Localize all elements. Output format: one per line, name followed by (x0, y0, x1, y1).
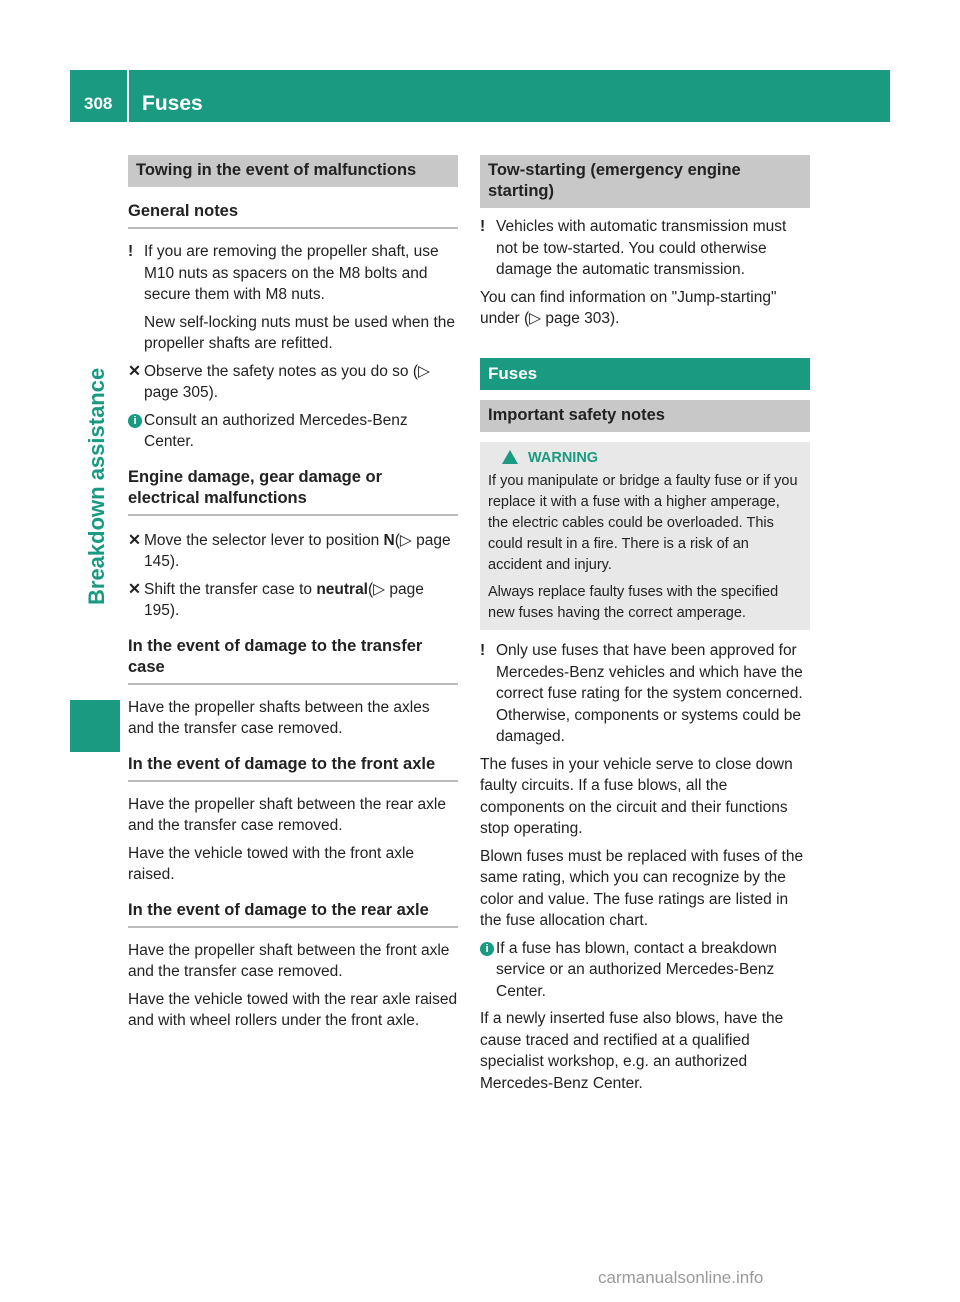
tow-note (480, 216, 810, 281)
side-tab (70, 122, 120, 752)
step-observe (128, 361, 458, 404)
step-x-icon: ✕ (128, 580, 141, 598)
page-ref: (▷ page 145). (144, 531, 451, 570)
step-text: Shift the transfer case to (144, 580, 317, 598)
warning-text-1: If you manipulate or bridge a faulty fuse or if you replace it with a fuse with a higher amperage, the electric cables could be overloaded. This could result in a fire. There is a risk of an accident and injury. (488, 473, 798, 573)
warning-triangle-icon (502, 450, 518, 464)
exclamation-icon: ! (128, 243, 134, 260)
note-propeller (128, 241, 458, 306)
front-text-2: Have the vehicle towed with the front axle raised. (128, 844, 415, 883)
step-x-icon: ✕ (128, 531, 141, 549)
safety-notes-heading: Important safety notes (480, 400, 810, 432)
front-text-1: Have the propeller shaft between the rear axle and the transfer case removed. (128, 795, 446, 834)
step-x-icon: ✕ (128, 362, 141, 380)
note-text: Vehicles with automatic transmission must not be tow-started. You could otherwise damage the automatic transmission. (496, 218, 787, 278)
warning-box (480, 442, 810, 630)
step-text: Move the selector lever to position (144, 531, 384, 549)
fuse-text-1: The fuses in your vehicle serve to close down faulty circuits. If a fuse blows, all the components on the circuit and their functions stop operating. (480, 755, 793, 837)
info-text: If a fuse has blown, contact a breakdown service or an authorized Mercedes-Benz Center. (496, 939, 777, 1000)
note-text: Only use fuses that have been approved for Mercedes-Benz vehicles and which have the correct fuse rating for the system concerned. Otherwise, components or systems could be damaged. (496, 642, 803, 745)
info-consult (128, 410, 458, 453)
fuse-text-3: If a newly inserted fuse also blows, have the cause traced and rectified at a qualified specialist workshop, e.g. an authorized Mercedes-Benz Center. (480, 1010, 784, 1092)
page-number: 308 (84, 94, 113, 113)
info-icon: i (480, 942, 494, 956)
engine-damage-heading: Engine damage, gear damage or electrical malfunctions (128, 467, 458, 516)
warning-header (502, 448, 802, 469)
front-axle-heading: In the event of damage to the front axle (128, 754, 458, 782)
transfer-text: Have the propeller shafts between the axles and the transfer case removed. (128, 698, 430, 737)
section-label: Breakdown assistance (84, 367, 109, 605)
warning-text-2: Always replace faulty fuses with the specified new fuses having the correct amperage. (488, 584, 779, 621)
info-icon: i (128, 414, 142, 428)
page-header (70, 70, 890, 122)
neutral-value: neutral (316, 580, 368, 598)
info-text: Consult an authorized Mercedes-Benz Center. (144, 411, 408, 450)
exclamation-icon: ! (480, 218, 486, 235)
warning-label: WARNING (528, 450, 599, 466)
towing-heading: Towing in the event of malfunctions (128, 155, 458, 187)
note-text: If you are removing the propeller shaft, use M10 nuts as spacers on the M8 bolts and secure them with M8 nuts. (144, 243, 439, 303)
exclamation-icon: ! (480, 642, 486, 659)
step-text: Observe the safety notes as you do so (▷ page 305). (144, 362, 430, 401)
tow-start-heading: Tow-starting (emergency engine starting) (480, 155, 810, 208)
tow-text: You can find information on "Jump-starting" under (▷ page 303). (480, 288, 777, 327)
header-divider (127, 70, 129, 122)
watermark: carmanualsonline.info (598, 1268, 764, 1287)
rear-text-1: Have the propeller shaft between the front axle and the transfer case removed. (128, 941, 450, 980)
rear-text-2: Have the vehicle towed with the rear axle raised and with wheel rollers under the front axle. (128, 990, 458, 1029)
note-self-locking: New self-locking nuts must be used when the propeller shafts are refitted. (144, 313, 456, 352)
info-breakdown (480, 938, 810, 1003)
fuse-text-2: Blown fuses must be replaced with fuses of the same rating, which you can recognize by the color and value. The fuse ratings are listed in the fuse allocation chart. (480, 847, 804, 929)
page-title: Fuses (142, 92, 203, 115)
side-tab-marker (70, 700, 120, 752)
transfer-case-heading: In the event of damage to the transfer case (128, 636, 458, 685)
step-shift-transfer (128, 579, 458, 622)
position-value: N (383, 531, 395, 549)
left-column (128, 155, 458, 1038)
fuse-note (480, 640, 810, 748)
step-move-lever (128, 530, 458, 573)
right-column (480, 155, 810, 1100)
general-notes-heading: General notes (128, 201, 458, 229)
rear-axle-heading: In the event of damage to the rear axle (128, 900, 458, 928)
fuses-section-bar: Fuses (480, 358, 810, 391)
page-ref: (▷ page 195). (144, 580, 424, 619)
